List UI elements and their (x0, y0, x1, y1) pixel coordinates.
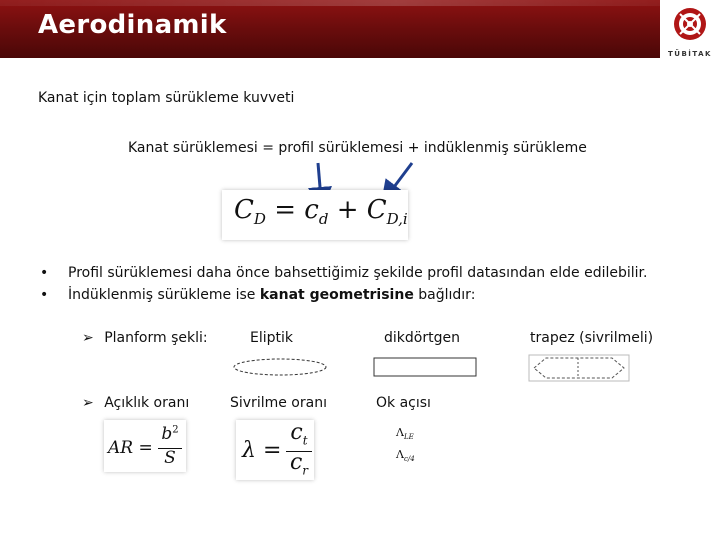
elliptic-wing-icon (230, 356, 330, 378)
equation-text: Kanat sürüklemesi = profil sürüklemesi + indüklenmiş sürükleme (128, 140, 587, 156)
taper-ratio-label: Sivrilme oranı (230, 395, 327, 411)
planform-label: Planform şekli: (104, 330, 208, 346)
bullet-item: • İndüklenmiş sürükleme ise kanat geometrisine bağlıdır: (40, 287, 476, 303)
slide-title: Aerodinamik (38, 10, 227, 40)
rectangular-wing-icon (372, 356, 480, 378)
trapezoid-wing-icon (528, 354, 630, 382)
bullet-list (40, 262, 647, 306)
logo-text: TÜBİTAK (668, 50, 712, 58)
planform-elliptic-label: Eliptik (250, 330, 293, 346)
planform-row (82, 330, 208, 346)
section-subtitle: Kanat için toplam sürükleme kuvveti (38, 90, 295, 106)
aspect-ratio-label: Açıklık oranı (104, 395, 190, 411)
arrow-bullet-icon: ➢ (82, 395, 94, 411)
sweep-symbol-le: $\Lambda_{LE}$ (396, 426, 414, 442)
bullet-item: • Profil sürüklemesi daha önce bahsettiğimiz şekilde profil datasından elde edilebilir. (40, 265, 648, 281)
planform-rectangular-label: dikdörtgen (384, 330, 460, 346)
sweep-angle-label: Ok açısı (376, 395, 431, 411)
header-shine (0, 0, 660, 6)
aspect-ratio-row (82, 395, 189, 411)
header-bar (0, 0, 660, 58)
planform-trapezoid-label: trapez (sivrilmeli) (530, 330, 654, 346)
arrow-bullet-icon: ➢ (82, 330, 94, 346)
sweep-symbol-quarter-chord: $\Lambda_{c/4}$ (396, 448, 415, 464)
slide: Aerodinamik TÜBİTAK Kanat için toplam sürükleme kuvveti Kanat sürüklemesi = profil sürüklemesi + indüklenmiş sürükleme $C_D = c_d + C_{D,i}$ • Profil sürüklemesi daha önce bahsettiğimiz şekilde profil datasından elde edilebilir. • İndüklenmiş sürükleme ise kanat geometrisine bağlıdır: ➢ Planform şekli: Eliptik dikdörtgen trapez (sivrilmeli) ➢ Açıklık oranı Sivrilme oranı Ok açısı AR = $b^2$ S λ = $c_t$ $c_r$ $\Lambda_{LE}$ $\Lambda_{c/4}$ (0, 0, 720, 540)
drag-formula: $C_D = c_d + C_{D,i}$ (234, 195, 408, 229)
